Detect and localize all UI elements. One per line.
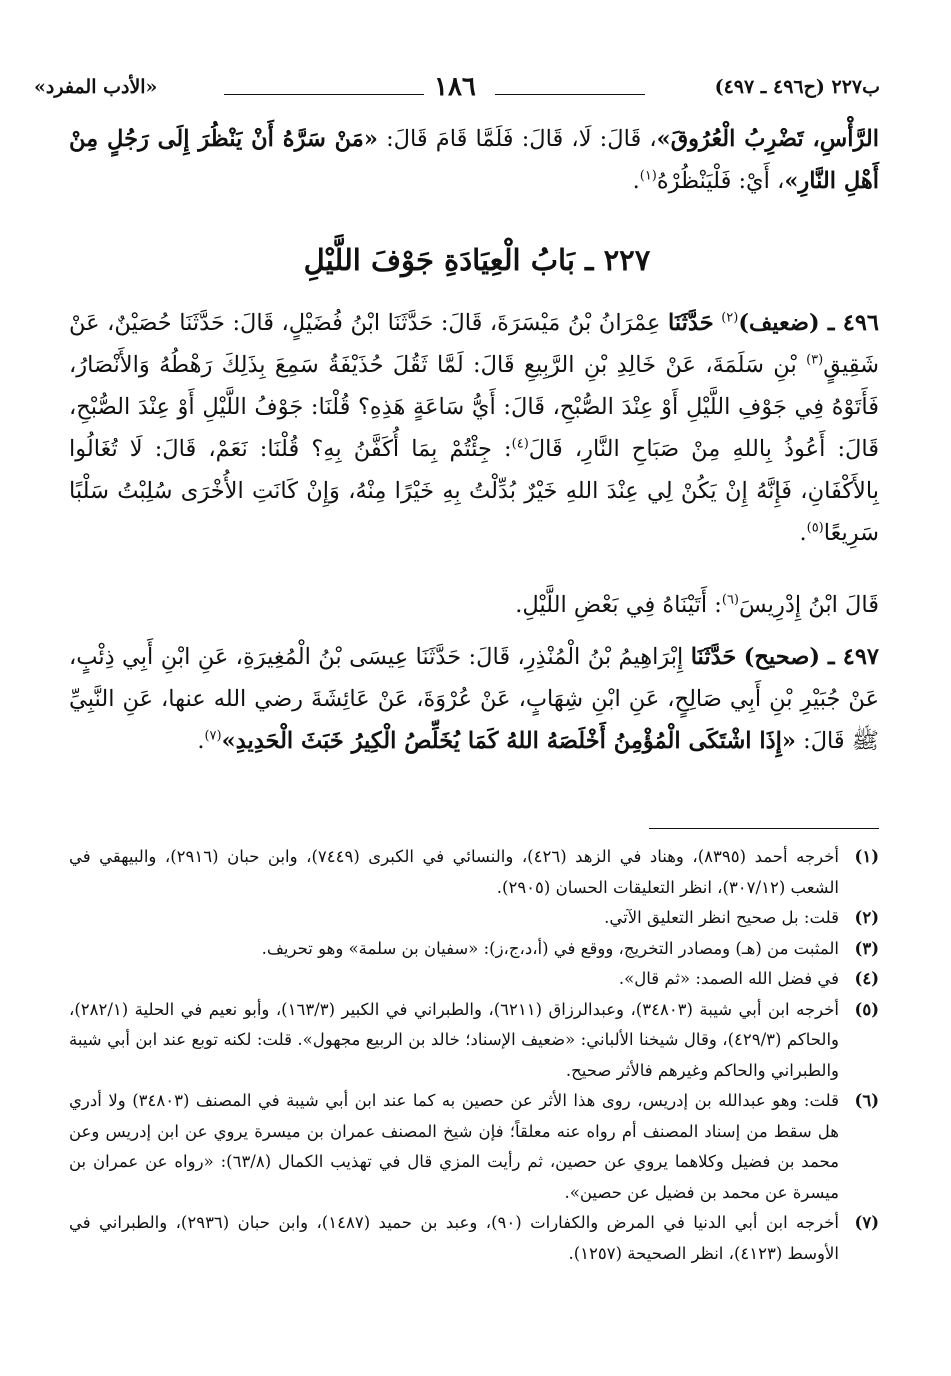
footnote-text: قلت: وهو عبدالله بن إدريس، روى هذا الأثر عن حصين به كما عند ابن أبي شيبة في المصنف (٣٤٨٠٣) ولا أدري هل سقط من إسناد المصنف أم رواه عنه معلقاً؛ فإن شيخ المصنف عمران بن ميسرة يروي عن ابن إدريس وعن محمد بن فضيل وكلاهما يروي عن حصين، ثم رأيت المزي قال في تهذيب الكمال (٦٣/٨): «رواه عن عمران بن ميسرة عن محمد بن فضيل عن حصين».: [69, 1091, 839, 1202]
footnote-text: قلت: بل صحيح انظر التعليق الآتي.: [604, 908, 839, 927]
top-paragraph: [69, 118, 879, 202]
footnote-marker[interactable]: (٧): [204, 728, 222, 744]
footnote-marker[interactable]: (٤): [511, 436, 529, 452]
chapter-reference: ب٢٢٧ (ح٤٩٦ ـ ٤٩٧): [714, 76, 880, 98]
hadith-496: [69, 302, 879, 554]
footnote-marker[interactable]: (٥): [806, 520, 824, 536]
footnote-marker[interactable]: (٢): [721, 310, 739, 326]
hadith-number: ٤٩٧ ـ (صحيح): [743, 644, 879, 670]
footnote-text: المثبت من (هـ) ومصادر التخريج، ووقع في (أ،د،ج،ز): «سفيان بن سلمة» وهو تحريف.: [261, 938, 839, 958]
text-run: عِمْرَانُ بْنُ مَيْسَرَةَ، قَالَ: حَدَّثَنَا ابْنُ فُضَيْلٍ، قَالَ: حَدَّثَنَا حُصَيْنٌ، عَنْ شَقِيقٍ: [69, 310, 879, 378]
footnote-separator: [649, 828, 879, 829]
quote-bold: «مَنْ سَرَّهُ أَنْ يَنْظُرَ إِلَى رَجُلٍ مِنْ أَهْلِ النَّارِ»: [69, 126, 879, 194]
text-run: ، قَالَ: لَا، قَالَ: فَلَمَّا قَامَ قَالَ:: [377, 126, 657, 152]
quote-bold: «إِذَا اشْتَكَى الْمُؤْمِنُ أَخْلَصَهُ اللهُ كَمَا يُخَلِّصُ الْكِيرُ خَبَثَ الْحَدِيدِ»: [221, 728, 796, 754]
text-run: إِبْرَاهِيمُ بْنُ الْمُنْذِرِ، قَالَ: حَدَّثَنَا عِيسَى بْنُ الْمُغِيرَةِ، عَنِ ابْنِ أَبِي ذِئْبٍ، عَنْ جُبَيْرِ بْنِ أَبِي صَالِحٍ، عَنِ ابْنِ شِهَابٍ، عَنْ عُرْوَةَ، عَنْ عَائِشَةَ رضي الله عنها، عَنِ النَّبِيِّ ﷺ قَالَ:: [69, 644, 879, 754]
page-header: [34, 70, 880, 110]
footnote: [69, 1208, 879, 1269]
footnote-number: (١): [854, 847, 879, 866]
footnote-number: (٦): [854, 1091, 879, 1110]
hadathana: حَدَّثَنَا: [667, 310, 714, 336]
text-run: : جِئْتُمْ بِمَا أُكَفَّنُ بِهِ؟ قُلْنَا: نَعَمْ، قَالَ: لَا تُغَالُوا بِالأَكْفَانِ، فَإِنَّهُ إِنْ يَكُنْ لِي عِنْدَ اللهِ خَيْرٌ بُدِّلْتُ بِهِ خَيْرًا مِنْهُ، وَإِنْ كَانَتِ الأُخْرَى سُلِبْتُ سَلْبًا سَرِيعًا: [69, 436, 879, 546]
footnote-number: (٥): [854, 999, 879, 1019]
footnote-number: (٧): [854, 1213, 879, 1232]
book-title: «الأدب المفرد»: [34, 76, 158, 98]
hadathana: حَدَّثَنَا: [690, 644, 737, 670]
text-run: : أَتَيْنَاهُ فِي بَعْضِ اللَّيْلِ.: [515, 592, 722, 618]
footnote-number: (٤): [854, 969, 879, 988]
footnote: [69, 964, 879, 995]
footnote: [69, 934, 879, 965]
page-number: ١٨٦: [434, 72, 476, 102]
footnote-text: في فضل الله الصمد: «ثم قال».: [618, 969, 839, 988]
footnote-marker[interactable]: (١): [639, 168, 657, 184]
footnote: [69, 995, 879, 1087]
footnote-text: أخرجه أحمد (٨٣٩٥)، وهناد في الزهد (٤٢٦)، والنسائي في الكبرى (٧٤٤٩)، وابن حبان (٢٩١٦)، والبيهقي في الشعب (٣٠٧/١٢)، انظر التعليقات الحسان (٢٩٠٥).: [69, 847, 839, 897]
text-run: ، أَيْ: فَلْيَنْظُرْهُ: [656, 168, 785, 194]
text-run: .: [799, 520, 807, 546]
footnote-text: أخرجه ابن أبي الدنيا في المرض والكفارات (٩٠)، وعبد بن حميد (١٤٨٧)، وابن حبان (٢٩٣٦)، والطبراني في الأوسط (٤١٢٣)، انظر الصحيحة (١٢٥٧).: [69, 1213, 839, 1263]
footnote: [69, 903, 879, 934]
footnote: [69, 842, 879, 903]
footnote-text: أخرجه ابن أبي شيبة (٣٤٨٠٣)، وعبدالرزاق (٦٢١١)، والطبراني في الكبير (١٦٣/٣)، وأبو نعيم في الحلية (٢٨٢/١)، والحاكم (٤٢٩/٣)، وقال شيخنا الألباني: «ضعيف الإسناد؛ خالد بن الربيع مجهول». قلت: لكنه توبع عند ابن أبي شيبة والطبراني والحاكم وغيرهم فالأثر صحيح.: [69, 999, 840, 1080]
footnote-number: (٢): [854, 908, 879, 927]
footnote-marker[interactable]: (٣): [806, 352, 824, 368]
text-run: قَالَ ابْنُ إِدْرِيسَ: [739, 592, 879, 618]
header-rule-right: [495, 94, 645, 95]
section-title: ٢٢٧ ـ بَابُ الْعِيَادَةِ جَوْفَ اللَّيْلِ: [303, 243, 651, 277]
footnote-number: (٣): [854, 938, 879, 958]
text-run: .: [632, 168, 640, 194]
quote-bold: الرَّأْسِ، تَضْرِبُ الْعُرُوقَ»: [656, 126, 879, 152]
header-rule-left: [224, 94, 424, 95]
text-run: .: [197, 728, 205, 754]
footnote-marker[interactable]: (٦): [721, 592, 739, 608]
hadith-number: ٤٩٦ ـ (ضعيف): [738, 310, 879, 336]
ibn-idris-note: [69, 584, 879, 626]
hadith-497: [69, 636, 879, 762]
footnotes: [69, 842, 879, 1269]
footnote: [69, 1086, 879, 1208]
text-run: بْنِ سَلَمَةَ، عَنْ خَالِدِ بْنِ الرَّبِيعِ قَالَ: لَمَّا ثَقُلَ حُذَيْفَةُ سَمِعَ بِذَلِكَ رَهْطُهُ وَالأَنْصَارُ، فَأَتَوْهُ فِي جَوْفِ اللَّيْلِ أَوْ عِنْدَ الصُّبْحِ، قَالَ: أَيُّ سَاعَةٍ هَذِهِ؟ قُلْنَا: جَوْفُ اللَّيْلِ أَوْ عِنْدَ الصُّبْحِ، قَالَ: أَعُوذُ بِاللهِ مِنْ صَبَاحِ النَّارِ، قَالَ: [69, 352, 879, 462]
